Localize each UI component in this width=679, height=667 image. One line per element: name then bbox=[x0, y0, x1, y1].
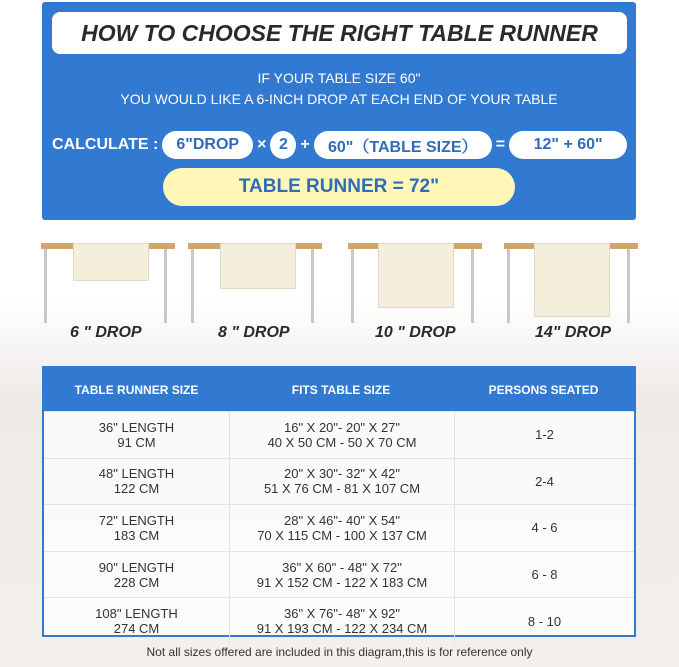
table-header bbox=[44, 368, 634, 411]
intro-line-2: YOU WOULD LIKE A 6-INCH DROP AT EACH END OF YOUR TABLE bbox=[120, 91, 558, 107]
fits-table-cell bbox=[229, 412, 455, 458]
drop-pill: 6"DROP bbox=[162, 131, 253, 159]
runner-length-in: 36" LENGTH bbox=[98, 419, 175, 435]
persons-cell: 2-4 bbox=[535, 473, 554, 489]
header-persons: PERSONS SEATED bbox=[488, 382, 599, 397]
runner-length-cm: 122 CM bbox=[113, 481, 160, 497]
runner-size-cell bbox=[44, 560, 229, 590]
drop-label-10: 10 " DROP bbox=[375, 324, 456, 341]
table-row bbox=[44, 458, 634, 505]
fit-size-cm: 51 X 76 CM - 81 X 107 CM bbox=[263, 481, 421, 497]
table-illustration-6 bbox=[41, 243, 175, 323]
table-row bbox=[44, 551, 634, 598]
times-sign: × bbox=[257, 136, 267, 153]
fit-size-in: 16" X 20"- 20" X 27" bbox=[283, 419, 401, 435]
fits-table-cell bbox=[229, 598, 455, 644]
drop-label-14: 14" DROP bbox=[535, 324, 612, 341]
calculation-panel bbox=[42, 2, 636, 220]
fit-size-in: 36" X 76"- 48" X 92" bbox=[283, 606, 401, 622]
two-pill: 2 bbox=[270, 131, 296, 159]
header-runner-size: TABLE RUNNER SIZE bbox=[74, 382, 199, 397]
persons-cell: 1-2 bbox=[535, 427, 554, 443]
fits-table-cell bbox=[229, 552, 455, 598]
table-row bbox=[44, 597, 634, 644]
table-size-pill: 60"（TABLE SIZE） bbox=[314, 131, 492, 159]
persons-cell: 6 - 8 bbox=[531, 567, 558, 583]
fit-size-in: 28" X 46"- 40" X 54" bbox=[283, 512, 401, 528]
fits-table-cell bbox=[229, 505, 455, 551]
header-fits-table: FITS TABLE SIZE bbox=[291, 382, 391, 397]
fits-table-cell bbox=[229, 459, 455, 505]
intro-line-1: IF YOUR TABLE SIZE 60" bbox=[257, 70, 421, 86]
plus-sign: + bbox=[300, 136, 310, 153]
fit-size-in: 36" X 60" - 48" X 72" bbox=[282, 559, 402, 575]
drop-label-6: 6 " DROP bbox=[70, 324, 142, 341]
fit-size-cm: 91 X 193 CM - 122 X 234 CM bbox=[256, 621, 428, 637]
runner-length-cm: 183 CM bbox=[113, 527, 160, 543]
fit-size-cm: 91 X 152 CM - 122 X 183 CM bbox=[256, 574, 428, 590]
runner-length-in: 48" LENGTH bbox=[98, 466, 175, 482]
persons-cell: 8 - 10 bbox=[527, 613, 562, 629]
runner-size-cell bbox=[44, 513, 229, 543]
final-result-pill: TABLE RUNNER = 72" bbox=[163, 168, 515, 206]
footer-note: Not all sizes offered are included in this diagram,this is for reference only bbox=[146, 645, 533, 659]
size-table bbox=[42, 366, 636, 637]
fit-size-cm: 70 X 115 CM - 100 X 137 CM bbox=[257, 527, 427, 543]
calculation-row bbox=[52, 130, 627, 160]
table-illustration-8 bbox=[188, 243, 322, 323]
runner-size-cell bbox=[44, 466, 229, 496]
persons-cell: 4 - 6 bbox=[531, 520, 558, 536]
runner-length-cm: 228 CM bbox=[113, 574, 160, 590]
drop-label-8: 8 " DROP bbox=[218, 324, 290, 341]
runner-length-in: 90" LENGTH bbox=[98, 559, 175, 575]
table-row bbox=[44, 504, 634, 551]
page-title: HOW TO CHOOSE THE RIGHT TABLE RUNNER bbox=[52, 12, 627, 54]
runner-size-cell bbox=[44, 606, 229, 636]
fit-size-cm: 40 X 50 CM - 50 X 70 CM bbox=[267, 434, 417, 450]
calculate-label: CALCULATE : bbox=[52, 136, 159, 153]
runner-length-in: 108" LENGTH bbox=[95, 606, 178, 622]
table-illustration-14 bbox=[504, 243, 638, 323]
result-pill: 12" + 60" bbox=[509, 131, 627, 159]
runner-length-cm: 274 CM bbox=[113, 621, 160, 637]
fit-size-in: 20" X 30"- 32" X 42" bbox=[283, 466, 401, 482]
equals-sign: = bbox=[495, 136, 506, 153]
table-illustration-10 bbox=[348, 243, 482, 323]
runner-size-cell bbox=[44, 420, 229, 450]
runner-length-cm: 91 CM bbox=[117, 434, 156, 450]
runner-length-in: 72" LENGTH bbox=[98, 512, 175, 528]
table-row bbox=[44, 411, 634, 458]
